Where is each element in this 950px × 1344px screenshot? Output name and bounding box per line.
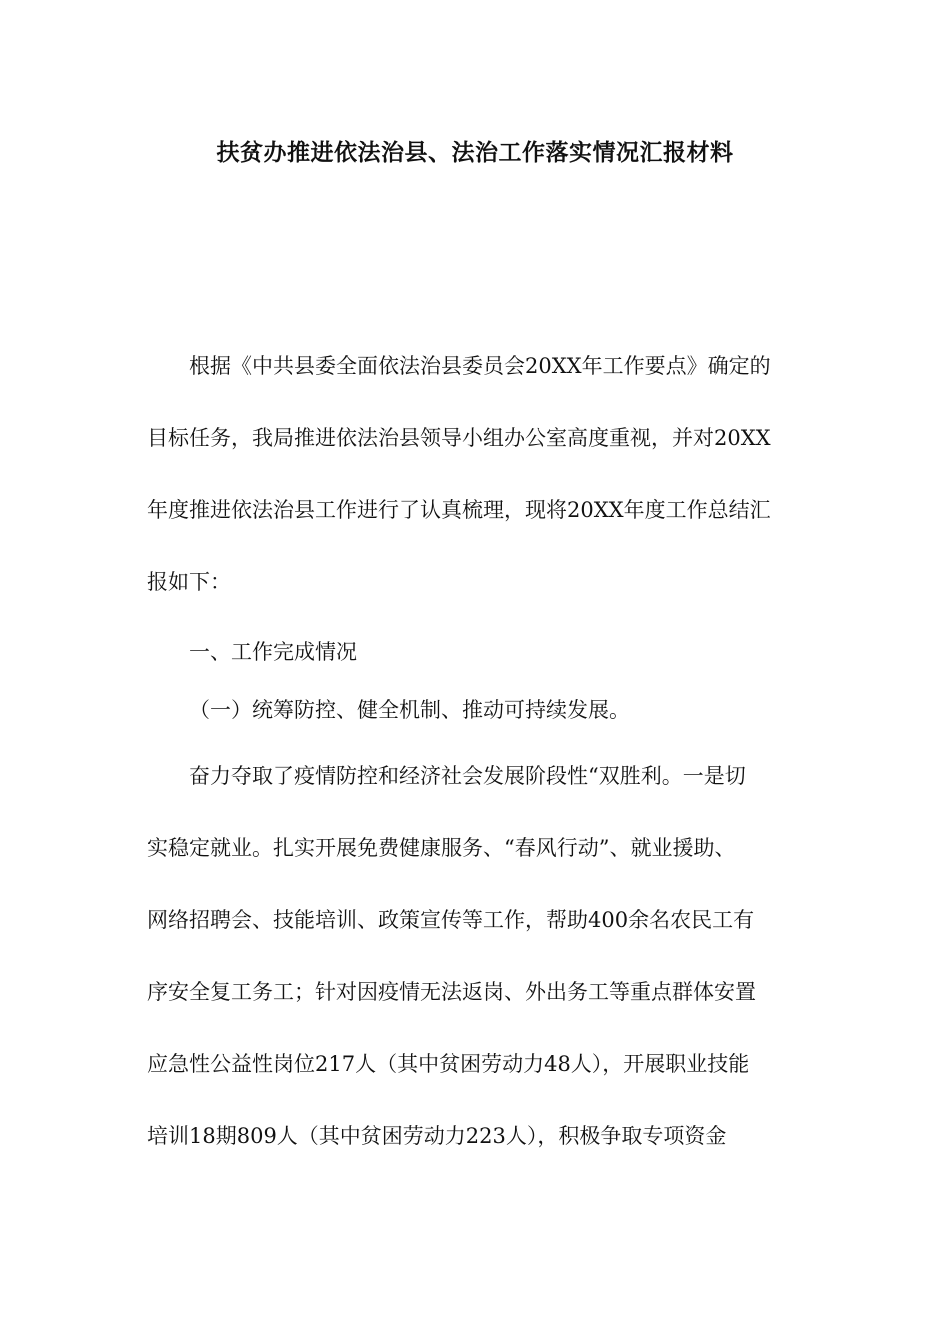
- paragraph-line: 报如下：: [147, 570, 231, 594]
- section-heading: 一、工作完成情况: [189, 640, 357, 664]
- paragraph-line: 网络招聘会、技能培训、政策宣传等工作，帮助400余名农民工有: [147, 908, 755, 932]
- paragraph-line: 根据《中共县委全面依法治县委员会20XX年工作要点》确定的: [189, 354, 771, 378]
- paragraph-line: 实稳定就业。扎实开展免费健康服务、“春风行动”、就业援助、: [147, 836, 736, 860]
- paragraph-intro: [147, 330, 807, 618]
- paragraph-employment: [147, 740, 807, 1172]
- paragraph-line: 培训18期809人（其中贫困劳动力223人），积极争取专项资金: [147, 1124, 727, 1148]
- paragraph-line: 序安全复工务工；针对因疫情无法返岗、外出务工等重点群体安置: [147, 980, 756, 1004]
- section-headings: [147, 623, 807, 739]
- paragraph-line: 应急性公益性岗位217人（其中贫困劳动力48人），开展职业技能: [147, 1052, 750, 1076]
- paragraph-line: 奋力夺取了疫情防控和经济社会发展阶段性“双胜利。一是切: [189, 764, 746, 788]
- subsection-heading: （一）统筹防控、健全机制、推动可持续发展。: [189, 698, 630, 722]
- paragraph-line: 年度推进依法治县工作进行了认真梳理，现将20XX年度工作总结汇: [147, 498, 771, 522]
- document-title: 扶贫办推进依法治县、法治工作落实情况汇报材料: [216, 139, 734, 166]
- paragraph-line: 目标任务，我局推进依法治县领导小组办公室高度重视，并对20XX: [147, 426, 771, 450]
